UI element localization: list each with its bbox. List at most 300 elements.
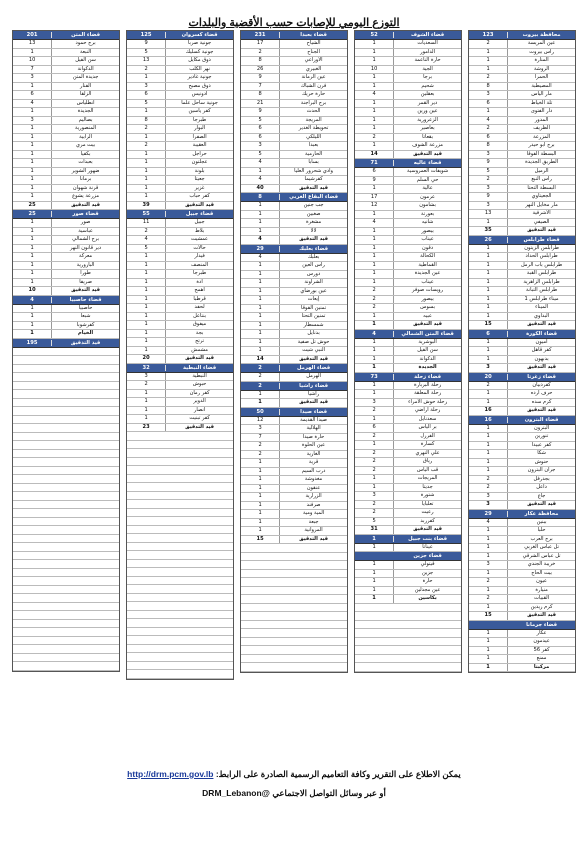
town-name: العقيبة [192, 142, 207, 148]
district-column [126, 30, 234, 680]
case-count: 8 [241, 91, 280, 99]
table-row [355, 492, 461, 501]
case-count: 1 [469, 647, 508, 655]
case-count: 1 [241, 510, 280, 518]
table-row [241, 510, 347, 519]
empty-row [13, 535, 119, 544]
table-row [241, 168, 347, 177]
town-name: رياق [422, 458, 433, 464]
case-count: 1 [127, 134, 166, 142]
table-row [13, 219, 119, 228]
case-count: 1 [241, 219, 280, 227]
town-name: عباسية [78, 227, 93, 234]
case-count: 2 [355, 501, 394, 509]
town-name: زحلة حوش الأمراء [408, 398, 448, 405]
case-count: 4 [469, 117, 508, 125]
town-name: كفر 56 [533, 646, 550, 653]
table-row [241, 228, 347, 237]
empty-row [241, 604, 347, 613]
town-name: قيد التدقيق [71, 201, 100, 208]
table-row [355, 304, 461, 313]
table-row [355, 194, 461, 203]
empty-row [127, 492, 233, 501]
town-name: الخيام [78, 330, 94, 336]
town-name: الدكوانة [77, 65, 94, 72]
case-count: 3 [355, 399, 394, 407]
case-count: 3 [13, 74, 52, 82]
footer-line-1 [52, 769, 536, 780]
case-count: 4 [241, 176, 280, 184]
table-row [355, 526, 461, 535]
footer-link[interactable]: http://drm.pcm.gov.lb [127, 769, 214, 779]
table-row [127, 330, 233, 339]
town-name: بكاسين [418, 595, 437, 601]
table-row [13, 49, 119, 58]
table-row [469, 117, 575, 126]
town-name: الفرزل [420, 432, 435, 439]
table-row [355, 202, 461, 211]
case-count: 1 [469, 587, 508, 595]
table-row [13, 262, 119, 271]
table-row [241, 451, 347, 460]
town-name: ذوق مكايل [188, 57, 211, 63]
section-title: قضاء كسروان [181, 32, 218, 38]
town-name: الصفرا [192, 133, 207, 140]
town-name: حلبا [537, 527, 546, 533]
case-count: 2 [469, 578, 508, 586]
town-name: الغازية [306, 450, 321, 457]
case-count: 1 [355, 356, 394, 364]
report-page [12, 14, 576, 836]
table-row [127, 373, 233, 382]
table-row [13, 108, 119, 117]
case-count: 2 [355, 458, 394, 466]
case-count: 1 [355, 364, 394, 372]
case-count: 1 [355, 108, 394, 116]
town-name: جديدة المتن [72, 74, 99, 80]
empty-row [241, 655, 347, 664]
town-name: جران البترون [527, 467, 556, 473]
empty-row [355, 655, 461, 664]
table-row [127, 219, 233, 228]
town-name: كسارة [420, 441, 435, 447]
table-row [13, 322, 119, 331]
town-name: طبرجا [193, 116, 207, 123]
town-name: عيون [536, 578, 548, 584]
town-name: صور [80, 219, 91, 225]
town-name: المريجات [417, 475, 438, 481]
table-row [469, 125, 575, 134]
table-row [241, 339, 347, 348]
case-count: 1 [469, 347, 508, 355]
case-count: 1 [469, 296, 508, 304]
empty-row [13, 441, 119, 450]
table-row [127, 270, 233, 279]
case-count: 1 [13, 228, 52, 236]
case-count: 4 [241, 236, 280, 244]
section-header [241, 408, 347, 417]
table-row [13, 279, 119, 288]
town-name: البسطة التحتا [527, 184, 556, 191]
town-name: بعبدا [308, 142, 319, 148]
case-count: 2 [355, 450, 394, 458]
case-count: 39 [127, 202, 166, 210]
case-count: 1 [355, 321, 394, 329]
table-row [469, 442, 575, 451]
town-name: الدامور [420, 48, 436, 55]
empty-row [13, 450, 119, 459]
case-count: 1 [127, 287, 166, 295]
empty-row [241, 553, 347, 562]
town-name: دير قانون النهر [69, 244, 102, 251]
case-count: 1 [355, 441, 394, 449]
empty-row [13, 458, 119, 467]
table-row [127, 321, 233, 330]
town-name: قيد التدقيق [527, 407, 556, 413]
case-count: 1 [355, 416, 394, 424]
empty-row [127, 670, 233, 679]
case-count: 1 [355, 279, 394, 287]
empty-row [13, 492, 119, 501]
section-count: 201 [13, 32, 52, 38]
empty-row [241, 544, 347, 553]
case-count: 1 [241, 262, 280, 270]
empty-row [13, 577, 119, 586]
table-row [469, 262, 575, 271]
town-name: الروشة [533, 65, 550, 72]
case-count: 1 [127, 151, 166, 159]
town-name: رأس النبع [531, 176, 552, 182]
table-row [127, 228, 233, 237]
case-count: 1 [127, 185, 166, 193]
town-name: إيعات [307, 296, 320, 302]
empty-row [241, 621, 347, 630]
district-column [468, 30, 576, 673]
case-count: 1 [127, 347, 166, 355]
table-row [13, 74, 119, 83]
case-count: 20 [127, 355, 166, 363]
town-name: مار مخايل النهر [525, 201, 558, 208]
section-count: 71 [355, 160, 394, 166]
town-name: زحلة المعلقة [414, 390, 442, 396]
town-name: طرابلس الزاهرية [523, 278, 560, 285]
case-count: 1 [241, 279, 280, 287]
table-row [355, 570, 461, 579]
case-count: 1 [127, 296, 166, 304]
empty-row [127, 466, 233, 475]
table-row [13, 168, 119, 177]
case-count: 1 [241, 391, 280, 399]
empty-row [127, 645, 233, 654]
town-name: الحازمية [304, 150, 323, 157]
table-row [469, 561, 575, 570]
section-count: 25 [13, 211, 52, 217]
case-count: 11 [127, 219, 166, 227]
section-title: قيد التدقيق [70, 339, 101, 346]
table-row [13, 40, 119, 49]
town-name: زحلة البربارة [414, 381, 442, 388]
town-name: بدبهون [534, 355, 549, 362]
case-count: 1 [355, 74, 394, 82]
section-title: قضاء زحلة [414, 373, 442, 380]
table-row [355, 364, 461, 373]
town-name: السعديات [417, 40, 438, 46]
case-count: 1 [469, 313, 508, 321]
empty-row [241, 595, 347, 604]
town-name: فرن الشباك [300, 82, 327, 89]
table-row [355, 458, 461, 467]
town-name: الدوير [193, 398, 206, 404]
table-row [355, 313, 461, 322]
case-count: 1 [241, 271, 280, 279]
table-row [241, 330, 347, 339]
table-row [127, 398, 233, 407]
town-name: برج البراجنة [300, 99, 327, 106]
table-row [127, 279, 233, 288]
empty-row [13, 645, 119, 654]
town-name: قرنة شهوان [72, 184, 99, 191]
case-count: 1 [469, 664, 508, 672]
footer-handle[interactable]: @DRM_Lebanon [202, 788, 270, 798]
case-count: 6 [127, 91, 166, 99]
table-row [127, 151, 233, 160]
case-count: 14 [355, 151, 394, 159]
case-count: 14 [241, 356, 280, 364]
case-count: 1 [355, 125, 394, 133]
table-row [127, 125, 233, 134]
empty-row [127, 432, 233, 441]
case-count: 1 [13, 168, 52, 176]
town-name: ترتج [195, 338, 205, 344]
empty-row [127, 585, 233, 594]
table-row [13, 176, 119, 185]
case-count: 9 [241, 108, 280, 116]
table-row [241, 442, 347, 451]
town-name: برجا [423, 74, 433, 80]
case-count: 2 [469, 382, 508, 390]
table-row [355, 270, 461, 279]
town-name: الصيفي [533, 218, 550, 225]
town-name: زحلة أراضي [414, 407, 441, 413]
table-row [241, 176, 347, 185]
case-count: 1 [13, 185, 52, 193]
town-name: الهلالية [306, 425, 321, 431]
town-name: كرم زيدين [530, 603, 553, 610]
case-count: 6 [241, 125, 280, 133]
table-row [241, 74, 347, 83]
section-header [469, 330, 575, 339]
section-header [469, 236, 575, 245]
empty-row [355, 612, 461, 621]
table-row [469, 57, 575, 66]
town-name: الجناح [307, 48, 320, 55]
section-count: 2 [241, 365, 280, 371]
case-count: 5 [241, 117, 280, 125]
case-count: 10 [13, 57, 52, 65]
footer-text-2: أو عبر وسائل التواصل الاجتماعي [272, 788, 386, 798]
case-count: 1 [355, 587, 394, 595]
empty-row [127, 441, 233, 450]
town-name: خريبة الجندي [527, 561, 556, 567]
table-row [127, 176, 233, 185]
town-name: أدونيس [191, 91, 208, 97]
section-count: 4 [355, 331, 394, 337]
town-name: شحيم [421, 82, 434, 89]
empty-row [13, 662, 119, 671]
table-row [469, 49, 575, 58]
town-name: بعبدات [78, 159, 93, 165]
table-row [127, 74, 233, 83]
case-count: 2 [469, 125, 508, 133]
town-name: النبعة [79, 48, 92, 55]
table-row [355, 262, 461, 271]
town-name: علي النهري [415, 449, 440, 456]
town-name: حارة صيدا [302, 433, 325, 440]
table-row [355, 347, 461, 356]
case-count: 16 [469, 407, 508, 415]
town-name: غزير [194, 184, 205, 191]
case-count: 17 [355, 194, 394, 202]
table-row [241, 476, 347, 485]
case-count: 1 [355, 228, 394, 236]
case-count: 1 [127, 398, 166, 406]
case-count: 1 [469, 553, 508, 561]
town-name: اهمج [194, 287, 205, 293]
empty-row [127, 534, 233, 543]
case-count: 1 [355, 347, 394, 355]
town-name: البترون [534, 424, 550, 431]
town-name: قيد التدقيق [185, 355, 214, 361]
table-row [355, 484, 461, 493]
table-row [355, 424, 461, 433]
case-count: 2 [355, 467, 394, 475]
case-count: 1 [469, 262, 508, 270]
case-count: 1 [13, 236, 52, 244]
town-name: ميفوق [192, 321, 207, 327]
section-count: 8 [241, 194, 280, 200]
town-name: المية ومية [302, 510, 325, 516]
case-count: 6 [469, 100, 508, 108]
town-name: بجدرفل [533, 475, 550, 482]
table-row [469, 544, 575, 553]
empty-row [241, 561, 347, 570]
case-count: 15 [241, 536, 280, 544]
case-count: 5 [127, 100, 166, 108]
table-row [127, 253, 233, 262]
case-count: 25 [13, 202, 52, 210]
section-count: 4 [13, 297, 52, 303]
town-name: ادة [196, 278, 203, 285]
town-name: بر الياس [418, 424, 437, 430]
case-count: 5 [469, 168, 508, 176]
section-title: قضاء بعلبك [299, 245, 328, 252]
table-row [13, 142, 119, 151]
case-count: 5 [127, 245, 166, 253]
case-count: 23 [127, 424, 166, 432]
case-count: 2 [355, 304, 394, 312]
table-row [127, 202, 233, 211]
town-name: ذوق مصبح [188, 82, 211, 89]
town-name: تل عباس الشرقي [522, 552, 561, 559]
table-row [355, 578, 461, 587]
town-name: بقعاتا [422, 133, 434, 140]
table-row [355, 211, 461, 220]
table-row [355, 433, 461, 442]
section-title: قضاء البترون [524, 416, 559, 423]
case-count: 3 [469, 151, 508, 159]
table-row [469, 219, 575, 228]
table-row [241, 502, 347, 511]
empty-row [13, 484, 119, 493]
case-count: 1 [469, 108, 508, 116]
table-row [355, 339, 461, 348]
town-name: عمشيت [191, 236, 209, 242]
town-name: كفرشوبا [76, 321, 95, 328]
empty-row [13, 628, 119, 637]
case-count: 1 [13, 176, 52, 184]
table-row [355, 467, 461, 476]
table-row [241, 151, 347, 160]
town-name: معركة [79, 253, 93, 259]
case-count: 13 [469, 210, 508, 218]
table-row [241, 313, 347, 322]
empty-row [241, 587, 347, 596]
case-count: 40 [241, 185, 280, 193]
town-name: الحمرا [534, 74, 549, 80]
town-name: عين المريسة [527, 40, 556, 46]
case-count: 1 [355, 270, 394, 278]
town-name: البسطة الفوقا [526, 150, 557, 157]
table-row [13, 236, 119, 245]
empty-row [127, 568, 233, 577]
section-count: 231 [241, 32, 280, 38]
empty-row [127, 653, 233, 662]
case-count: 2 [355, 134, 394, 142]
town-name: الرابية [79, 133, 93, 140]
table-row [469, 253, 575, 262]
case-count: 10 [355, 66, 394, 74]
table-row [469, 356, 575, 365]
case-count: 1 [127, 407, 166, 415]
case-count: 7 [241, 434, 280, 442]
town-name: صغبين [306, 210, 321, 217]
table-row [241, 279, 347, 288]
case-count: 1 [13, 125, 52, 133]
table-row [355, 321, 461, 330]
case-count: 1 [241, 485, 280, 493]
table-row [355, 399, 461, 408]
case-count: 3 [127, 373, 166, 381]
table-row [469, 459, 575, 468]
case-count: 1 [13, 330, 52, 338]
town-name: تمنين التحتا [301, 313, 326, 319]
town-name: عين الحلوة [301, 442, 326, 448]
section-title: قضاء المتن [71, 32, 101, 38]
town-name: حراجل [192, 150, 207, 157]
case-count: 1 [469, 356, 508, 364]
table-row [469, 484, 575, 493]
table-row [469, 501, 575, 510]
case-count: 2 [241, 49, 280, 57]
case-count: 1 [355, 100, 394, 108]
case-count: 1 [355, 262, 394, 270]
table-row [13, 159, 119, 168]
town-name: القبيات [534, 595, 550, 601]
section-count: 29 [241, 246, 280, 252]
table-row [469, 159, 575, 168]
case-count: 3 [13, 117, 52, 125]
case-count: 6 [241, 134, 280, 142]
